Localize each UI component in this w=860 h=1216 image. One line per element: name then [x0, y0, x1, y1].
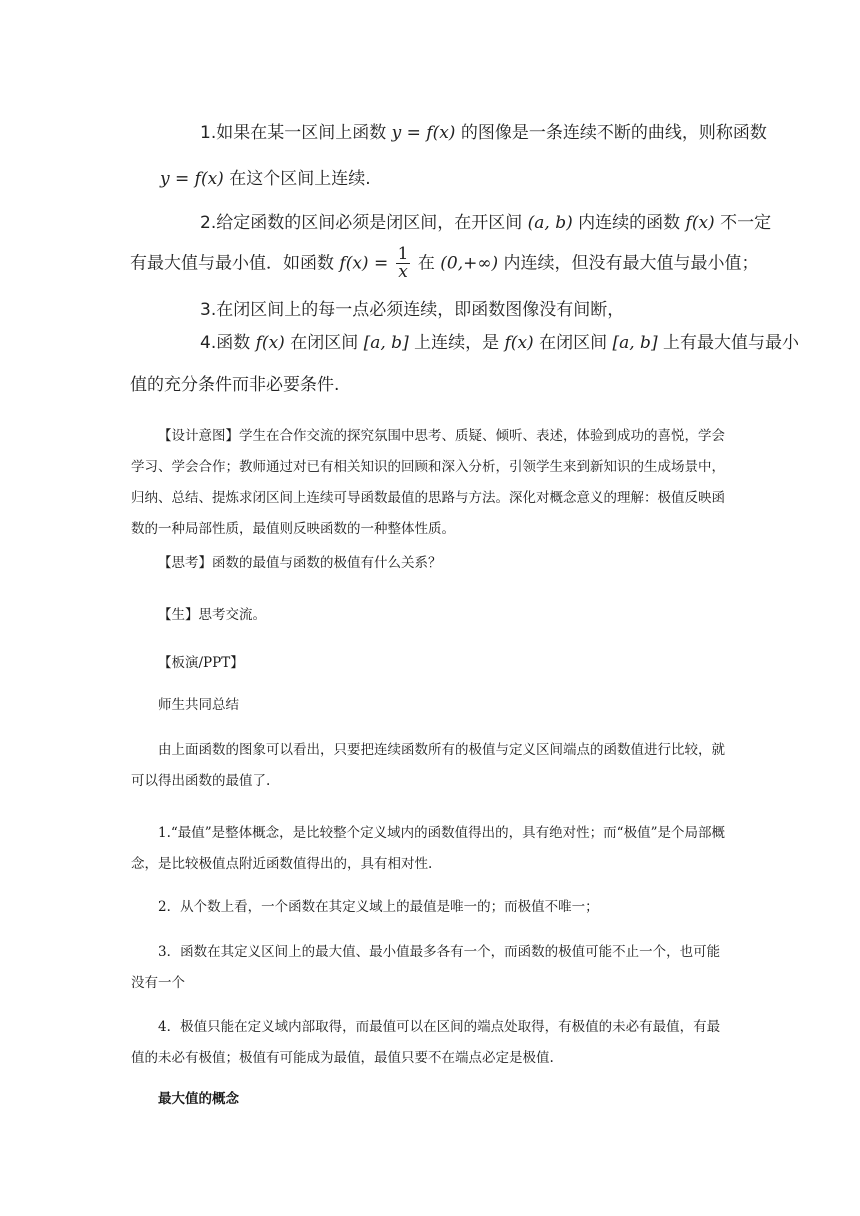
- math-expression: [a, b]: [612, 333, 658, 353]
- note-line-2: [160, 164, 371, 189]
- board-paragraph: 【板演/PPT】: [158, 655, 244, 671]
- note-text: 上连续，是: [414, 333, 500, 353]
- point-1-paragraph: 1.“最值”是整体概念，是比较整个定义域内的函数值得出的，具有绝对性；而“极值”是个局部概念，是比较极值点附近函数值得出的，具有相对性.: [131, 825, 725, 872]
- note-text: 内连续，但没有最大值与最小值；: [503, 253, 759, 274]
- math-expression: f(x): [685, 213, 715, 233]
- point-3-paragraph: 3．函数在其定义区间上的最大值、最小值最多各有一个，而函数的极值可能不止一个，也可能没有一个: [131, 944, 721, 991]
- note-line-3: [200, 208, 771, 233]
- math-expression: [a, b]: [363, 333, 409, 353]
- note-text: 在这个区间上连续.: [229, 169, 371, 189]
- math-expression: (0,+∞): [440, 253, 499, 274]
- note-text: 有最大值与最小值．如函数: [130, 253, 334, 274]
- math-expression: (a, b): [527, 213, 573, 233]
- section-heading: 最大值的概念: [158, 1091, 239, 1107]
- note-text: 在: [417, 253, 435, 274]
- note-text: 在闭区间: [539, 333, 608, 353]
- note-line-5: [200, 295, 624, 320]
- note-text: 2.给定函数的区间必须是闭区间，在开区间: [200, 213, 523, 233]
- note-line-7: [130, 370, 339, 395]
- observe-paragraph: 由上面函数的图象可以看出，只要把连续函数所有的极值与定义区间端点的函数值进行比较，就可以得出函数的最值了.: [131, 742, 725, 789]
- student-paragraph: 【生】思考交流。: [158, 607, 266, 623]
- note-text: 4.函数: [200, 333, 251, 353]
- note-line-6: [200, 328, 799, 353]
- point-2-paragraph: 2．从个数上看，一个函数在其定义域上的最值是唯一的；而极值不唯一；: [158, 899, 599, 915]
- fraction-numerator: 1: [397, 244, 409, 264]
- note-text: 内连续的函数: [578, 213, 681, 233]
- math-expression: f(x): [504, 333, 534, 353]
- fraction-denominator: x: [398, 262, 408, 282]
- design-intent-paragraph: 【设计意图】学生在合作交流的探究氛围中思考、质疑、倾听、表述，体验到成功的喜悦，学会学习、学会合作；教师通过对已有相关知识的回顾和深入分析，引领学生来到新知识的生成场景中，归纳、总结、提炼求闭区间上连续可导函数最值的思路与方法。深化对概念意义的理解：极值反映函数的一种局部性质，最值则反映函数的一种整体性质。: [131, 428, 725, 537]
- note-text: 上有最大值与最小: [662, 333, 799, 353]
- math-expression: f(x) =: [339, 253, 389, 274]
- math-expression: f(x): [255, 333, 285, 353]
- think-paragraph: 【思考】函数的最值与函数的极值有什么关系？: [158, 555, 442, 571]
- point-4-paragraph: 4．极值只能在定义域内部取得，而最值可以在区间的端点处取得，有极值的未必有最值，有最值的未必有极值；极值有可能成为最值，最值只要不在端点必定是极值.: [131, 1019, 721, 1066]
- note-text: 在闭区间: [290, 333, 359, 353]
- math-expression: y = f(x): [391, 123, 456, 143]
- fraction-one-over-x: [396, 246, 411, 281]
- note-text: 1.如果在某一区间上函数: [200, 123, 387, 143]
- note-text: 3.在闭区间上的每一点必须连续，即函数图像没有间断，: [200, 300, 625, 320]
- note-line-1: [200, 118, 767, 143]
- note-text: 不一定: [720, 213, 772, 233]
- summary-paragraph: 师生共同总结: [158, 697, 239, 713]
- note-text: 值的充分条件而非必要条件.: [130, 375, 340, 395]
- note-line-4: [130, 246, 759, 281]
- math-expression: y = f(x): [160, 169, 224, 189]
- note-text: 的图像是一条连续不断的曲线，则称函数: [460, 123, 767, 143]
